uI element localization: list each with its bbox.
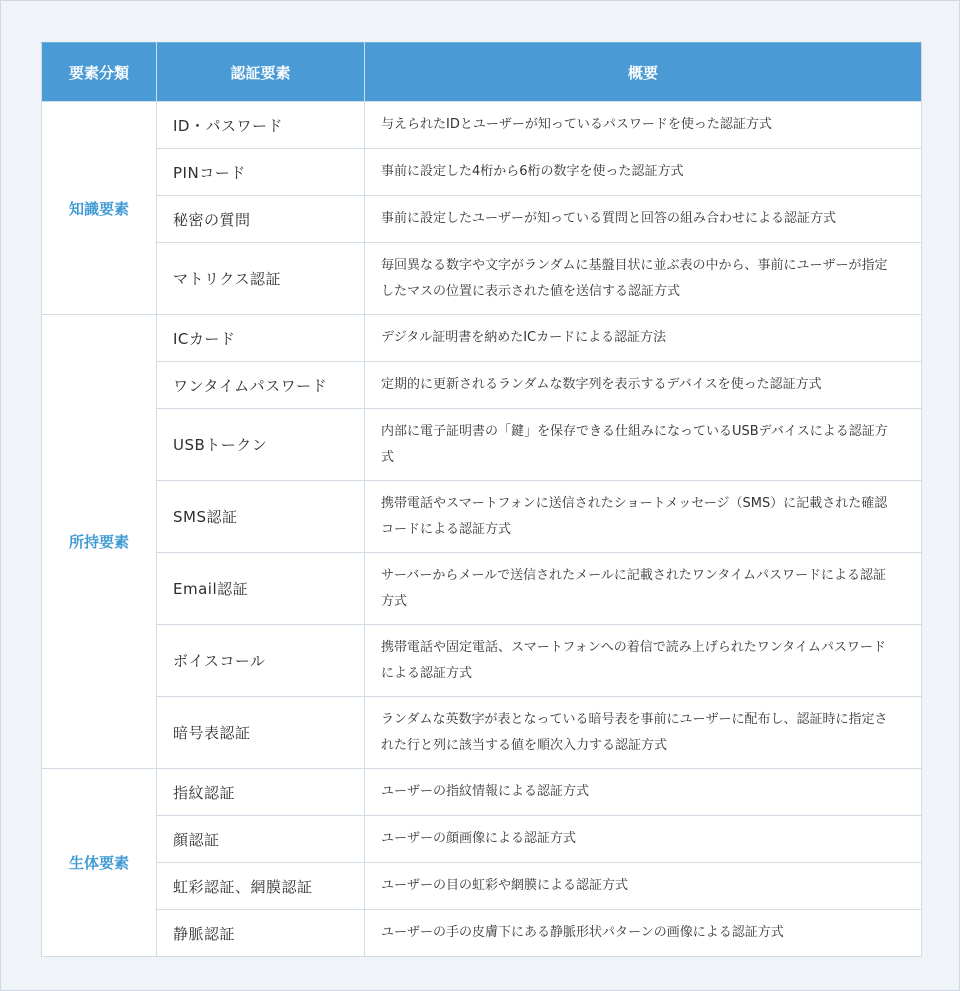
element-cell: ID・パスワード xyxy=(157,102,365,149)
header-category: 要素分類 xyxy=(42,43,157,102)
summary-cell: ユーザーの目の虹彩や網膜による認証方式 xyxy=(365,863,922,910)
table-row xyxy=(42,553,922,625)
category-biometric: 生体要素 xyxy=(42,769,157,957)
summary-cell: ユーザーの手の皮膚下にある静脈形状パターンの画像による認証方式 xyxy=(365,910,922,957)
summary-cell: 事前に設定した4桁から6桁の数字を使った認証方式 xyxy=(365,149,922,196)
summary-cell: 与えられたIDとユーザーが知っているパスワードを使った認証方式 xyxy=(365,102,922,149)
category-possession: 所持要素 xyxy=(42,315,157,769)
element-cell: USBトークン xyxy=(157,409,365,481)
table-row xyxy=(42,362,922,409)
table-row xyxy=(42,910,922,957)
summary-cell: 携帯電話や固定電話、スマートフォンへの着信で読み上げられたワンタイムパスワードによる認証方式 xyxy=(365,625,922,697)
summary-cell: ユーザーの指紋情報による認証方式 xyxy=(365,769,922,816)
element-cell: 静脈認証 xyxy=(157,910,365,957)
element-cell: SMS認証 xyxy=(157,481,365,553)
summary-cell: 携帯電話やスマートフォンに送信されたショートメッセージ（SMS）に記載された確認コードによる認証方式 xyxy=(365,481,922,553)
element-cell: ワンタイムパスワード xyxy=(157,362,365,409)
summary-cell: デジタル証明書を納めたICカードによる認証方法 xyxy=(365,315,922,362)
element-cell: 指紋認証 xyxy=(157,769,365,816)
table-row xyxy=(42,102,922,149)
table-row xyxy=(42,769,922,816)
summary-cell: サーバーからメールで送信されたメールに記載されたワンタイムパスワードによる認証方式 xyxy=(365,553,922,625)
table-row xyxy=(42,196,922,243)
table-header-row xyxy=(42,43,922,102)
element-cell: 暗号表認証 xyxy=(157,697,365,769)
element-cell: 顔認証 xyxy=(157,816,365,863)
table-row xyxy=(42,409,922,481)
table-row xyxy=(42,315,922,362)
element-cell: ボイスコール xyxy=(157,625,365,697)
table-row xyxy=(42,697,922,769)
element-cell: マトリクス認証 xyxy=(157,243,365,315)
table-row xyxy=(42,481,922,553)
element-cell: 秘密の質問 xyxy=(157,196,365,243)
element-cell: PINコード xyxy=(157,149,365,196)
element-cell: ICカード xyxy=(157,315,365,362)
header-element: 認証要素 xyxy=(157,43,365,102)
table-row xyxy=(42,243,922,315)
summary-cell: 事前に設定したユーザーが知っている質問と回答の組み合わせによる認証方式 xyxy=(365,196,922,243)
table-row xyxy=(42,625,922,697)
category-knowledge: 知識要素 xyxy=(42,102,157,315)
summary-cell: ランダムな英数字が表となっている暗号表を事前にユーザーに配布し、認証時に指定された行と列に該当する値を順次入力する認証方式 xyxy=(365,697,922,769)
summary-cell: 定期的に更新されるランダムな数字列を表示するデバイスを使った認証方式 xyxy=(365,362,922,409)
element-cell: 虹彩認証、網膜認証 xyxy=(157,863,365,910)
table-row xyxy=(42,149,922,196)
summary-cell: ユーザーの顔画像による認証方式 xyxy=(365,816,922,863)
authentication-factors-table xyxy=(41,42,922,957)
summary-cell: 毎回異なる数字や文字がランダムに基盤目状に並ぶ表の中から、事前にユーザーが指定したマスの位置に表示された値を送信する認証方式 xyxy=(365,243,922,315)
table-row xyxy=(42,863,922,910)
element-cell: Email認証 xyxy=(157,553,365,625)
header-summary: 概要 xyxy=(365,43,922,102)
table-row xyxy=(42,816,922,863)
summary-cell: 内部に電子証明書の「鍵」を保存できる仕組みになっているUSBデバイスによる認証方式 xyxy=(365,409,922,481)
